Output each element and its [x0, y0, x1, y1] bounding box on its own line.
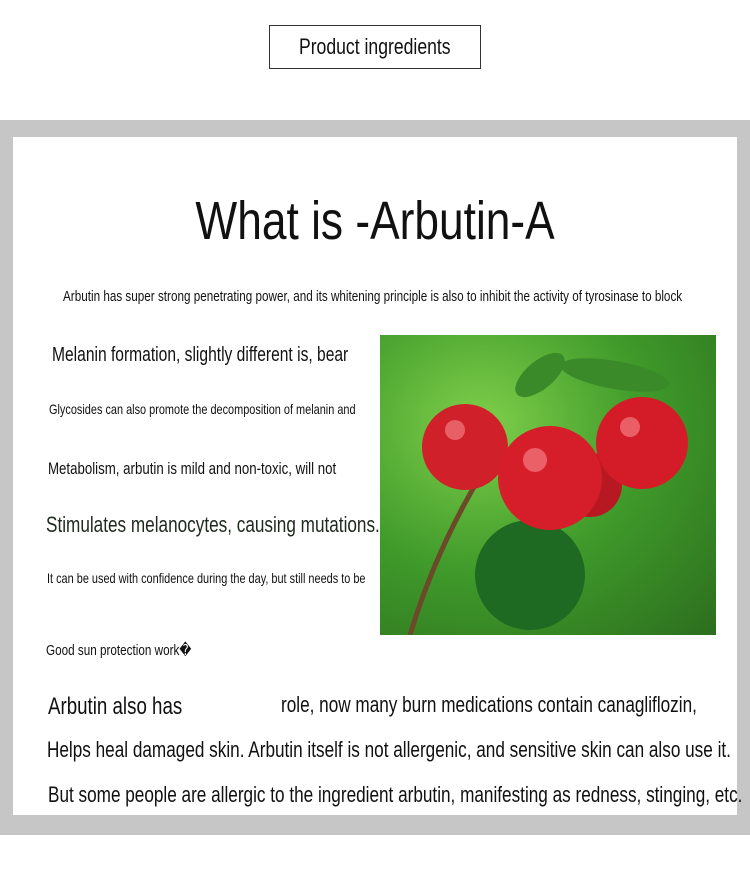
text-line: Stimulates melanocytes, causing mutations.: [46, 512, 380, 537]
text-line: Melanin formation, slightly different is, bear: [52, 344, 349, 366]
text-line: Glycosides can also promote the decomposition of melanin and: [49, 401, 356, 417]
text-line: Metabolism, arbutin is mild and non-toxic, will not: [48, 459, 337, 478]
text-line: Helps heal damaged skin. Arbutin itself is not allergenic, and sensitive skin can also use it.: [47, 737, 731, 762]
text-line: role, now many burn medications contain canagliflozin,: [281, 692, 697, 717]
text-line: It can be used with confidence during the day, but still needs to be: [47, 570, 366, 586]
text-line: Arbutin also has: [48, 693, 183, 720]
text-line: Arbutin has super strong penetrating power, and its whitening principle is also to inhibit the activity of tyrosinase to block: [63, 288, 683, 305]
text-line: Good sun protection work�: [46, 642, 192, 659]
text-line: But some people are allergic to the ingredient arbutin, manifesting as redness, stinging, etc.: [48, 782, 743, 807]
page-title: [0, 190, 750, 252]
page-title-text: What is -Arbutin-A: [195, 191, 555, 251]
berry-image: [380, 335, 716, 635]
section-header-label: Product ingredients: [299, 34, 451, 59]
section-header: [269, 25, 481, 69]
